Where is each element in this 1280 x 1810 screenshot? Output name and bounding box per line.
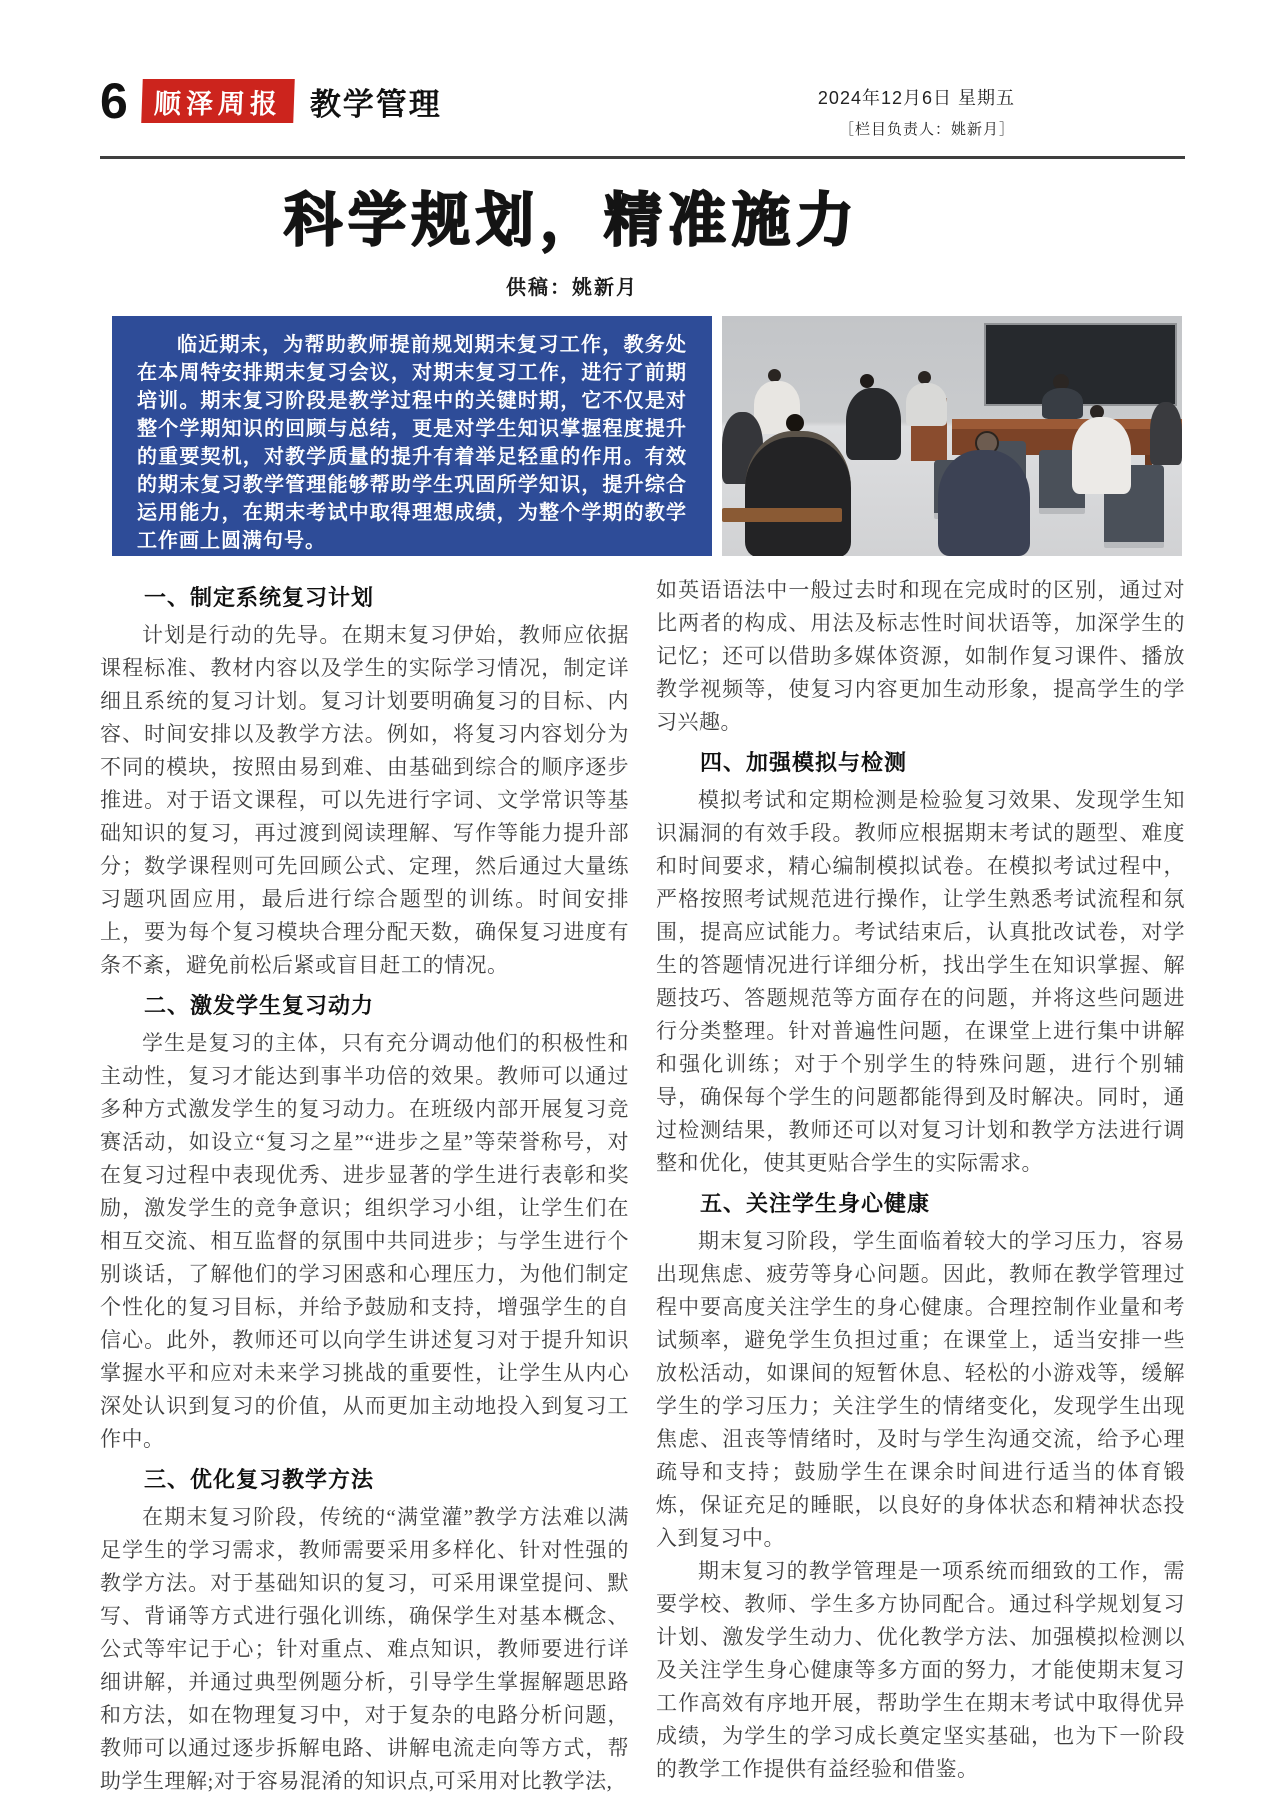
attendee-figure-white-puffer xyxy=(1072,417,1132,494)
section-paragraph-1: 计划是行动的先导。在期末复习伊始，教师应依据课程标准、教材内容以及学生的实际学习情况，制定详细且系统的复习计划。复习计划要明确复习的目标、内容、时间安排以及教学方法。例如，将复习内容划分为不同的模块，按照由易到难、由基础到综合的顺序逐步推进。对于语文课程，可以先进行字词、文学常识等基础知识的复习，再过渡到阅读理解、写作等能力提升部分；数学课程则可先回顾公式、定理，然后通过大量练习题巩固应用，最后进行综合题型的训练。时间安排上，要为每个复习模块合理分配天数，确保复习进度有条不紊，避免前松后紧或盲目赶工的情况。 xyxy=(100,623,629,977)
issue-date: 2024年12月6日 星期五 xyxy=(817,88,1015,108)
attendee-figure-white-top xyxy=(906,383,947,426)
attendee-figure-fur-hood xyxy=(745,431,851,556)
header-right xyxy=(818,84,1015,139)
foreground-desk xyxy=(722,508,842,522)
article-byline: 供稿：姚新月 xyxy=(506,277,638,299)
lede-row xyxy=(112,316,1185,556)
attendee-head xyxy=(786,414,804,432)
section-title: 教学管理 xyxy=(309,86,442,122)
speaker-figure xyxy=(1042,388,1083,419)
section-paragraph-5: 期末复习阶段，学生面临着较大的学习压力，容易出现焦虑、疲劳等身心问题。因此，教师在教学管理过程中要高度关注学生的身心健康。合理控制作业量和考试频率，避免学生负担过重；在课堂上，适当安排一些放松活动，如课间的短暂休息、轻松的小游戏等，缓解学生的学习压力；关注学生的情绪变化，发现学生出现焦虑、沮丧等情绪时，及时与学生沟通交流，给予心理疏导和支持；鼓励学生在课余时间进行适当的体育锻炼，保证充足的睡眠，以良好的身体状态和精神状态投入到复习中。 xyxy=(656,1229,1185,1550)
section-heading-5: 五、关注学生身心健康 xyxy=(700,1191,931,1216)
attendee-figure-dark xyxy=(1150,402,1182,464)
attendee-figure-suit xyxy=(938,450,1030,556)
masthead-logo: 顺泽周报 xyxy=(141,79,295,123)
closing-paragraph: 期末复习的教学管理是一项系统而细致的工作，需要学校、教师、学生多方协同配合。通过科学规划复习计划、激发学生动力、优化教学方法、加强模拟检测以及关注学生身心健康等多方面的努力，才能使期末复习工作高效有序地开展，帮助学生在期末考试中取得优异成绩，为学生的学习成长奠定坚实基础，也为下一阶段的教学工作提供有益经验和借鉴。 xyxy=(656,1559,1185,1781)
section-paragraph-3-continued: 如英语语法中一般过去时和现在完成时的区别，通过对比两者的构成、用法及标志性时间状语等，加深学生的记忆；还可以借助多媒体资源，如制作复习课件、播放教学视频等，使复习内容更加生动形象，提高学生的学习兴趣。 xyxy=(656,578,1185,734)
attendee-head xyxy=(768,369,781,382)
section-paragraph-3: 在期末复习阶段，传统的“满堂灌”教学方法难以满足学生的学习需求，教师需要采用多样化、针对性强的教学方法。对于基础知识的复习，可采用课堂提问、默写、背诵等方式进行强化训练，确保学生对基本概念、公式等牢记于心；针对重点、难点知识，教师要进行详细讲解，并通过典型例题分析，引导学生掌握解题思路和方法，如在物理复习中，对于复杂的电路分析问题，教师可以通过逐步拆解电路、讲解电流走向等方式，帮助学生理解;对于容易混淆的知识点,可采用对比教学法, xyxy=(100,1505,629,1793)
header-divider xyxy=(100,156,1185,159)
attendee-figure-black-coat xyxy=(846,388,901,460)
header-left xyxy=(100,73,1185,129)
title-block xyxy=(100,173,1044,300)
section-paragraph-2: 学生是复习的主体，只有充分调动他们的积极性和主动性，复习才能达到事半功倍的效果。教师可以通过多种方式激发学生的复习动力。在班级内部开展复习竞赛活动，如设立“复习之星”“进步之星”等荣誉称号，对在复习过程中表现优秀、进步显著的学生进行表彰和奖励，激发学生的竞争意识；组织学习小组，让学生们在相互交流、相互监督的氛围中共同进步；与学生进行个别谈话，了解他们的学习困惑和心理压力，为他们制定个性化的复习目标，并给予鼓励和支持，增强学生的自信心。此外，教师还可以向学生讲述复习对于提升知识掌握水平和应对未来学习挑战的重要性，让学生从内心深处认识到复习的价值，从而更加主动地投入到复习工作中。 xyxy=(100,1031,629,1451)
intro-highlight-box: 临近期末，为帮助教师提前规划期末复习工作，教务处在本周特安排期末复习会议，对期末复习工作，进行了前期培训。期末复习阶段是教学过程中的关键时期，它不仅是对整个学期知识的回顾与总结，更是对学生知识掌握程度提升的重要契机，对教学质量的提升有着举足轻重的作用。有效的期末复习教学管理能够帮助学生巩固所学知识，提升综合运用能力，在期末考试中取得理想成绩，为整个学期的教学工作画上圆满句号。 xyxy=(112,316,712,556)
page-number: 6 xyxy=(100,73,128,129)
section-heading-4: 四、加强模拟与检测 xyxy=(700,750,908,775)
page-header xyxy=(100,73,1185,154)
section-paragraph-4: 模拟考试和定期检测是检验复习效果、发现学生知识漏洞的有效手段。教师应根据期末考试的题型、难度和时间要求，精心编制模拟试卷。在模拟考试过程中，严格按照考试规范进行操作，让学生熟悉考试流程和氛围，提高应试能力。考试结束后，认真批改试卷，对学生的答题情况进行详细分析，找出学生在知识掌握、解题技巧、答题规范等方面存在的问题，并将这些问题进行分类整理。针对普遍性问题，在课堂上进行集中讲解和强化训练；对于个别学生的特殊问题，进行个别辅导，确保每个学生的问题都能得到及时解决。同时，通过检测结果，教师还可以对复习计划和教学方法进行调整和优化，使其更贴合学生的实际需求。 xyxy=(656,788,1185,1175)
section-heading-1: 一、制定系统复习计划 xyxy=(144,585,375,610)
column-manager: ［栏目负责人：姚新月］ xyxy=(838,121,1015,138)
teacher-desk xyxy=(952,419,1182,429)
article-body xyxy=(100,574,1185,1798)
section-heading-3: 三、优化复习教学方法 xyxy=(144,1467,375,1492)
right-column xyxy=(656,574,1185,1798)
page-content xyxy=(100,73,1185,1798)
article-title: 科学规划，精准施力 xyxy=(283,188,860,253)
meeting-photo xyxy=(722,316,1182,556)
blackboard xyxy=(984,323,1177,406)
section-heading-2: 二、激发学生复习动力 xyxy=(144,993,375,1018)
left-column xyxy=(100,574,629,1798)
attendee-head xyxy=(860,374,874,388)
